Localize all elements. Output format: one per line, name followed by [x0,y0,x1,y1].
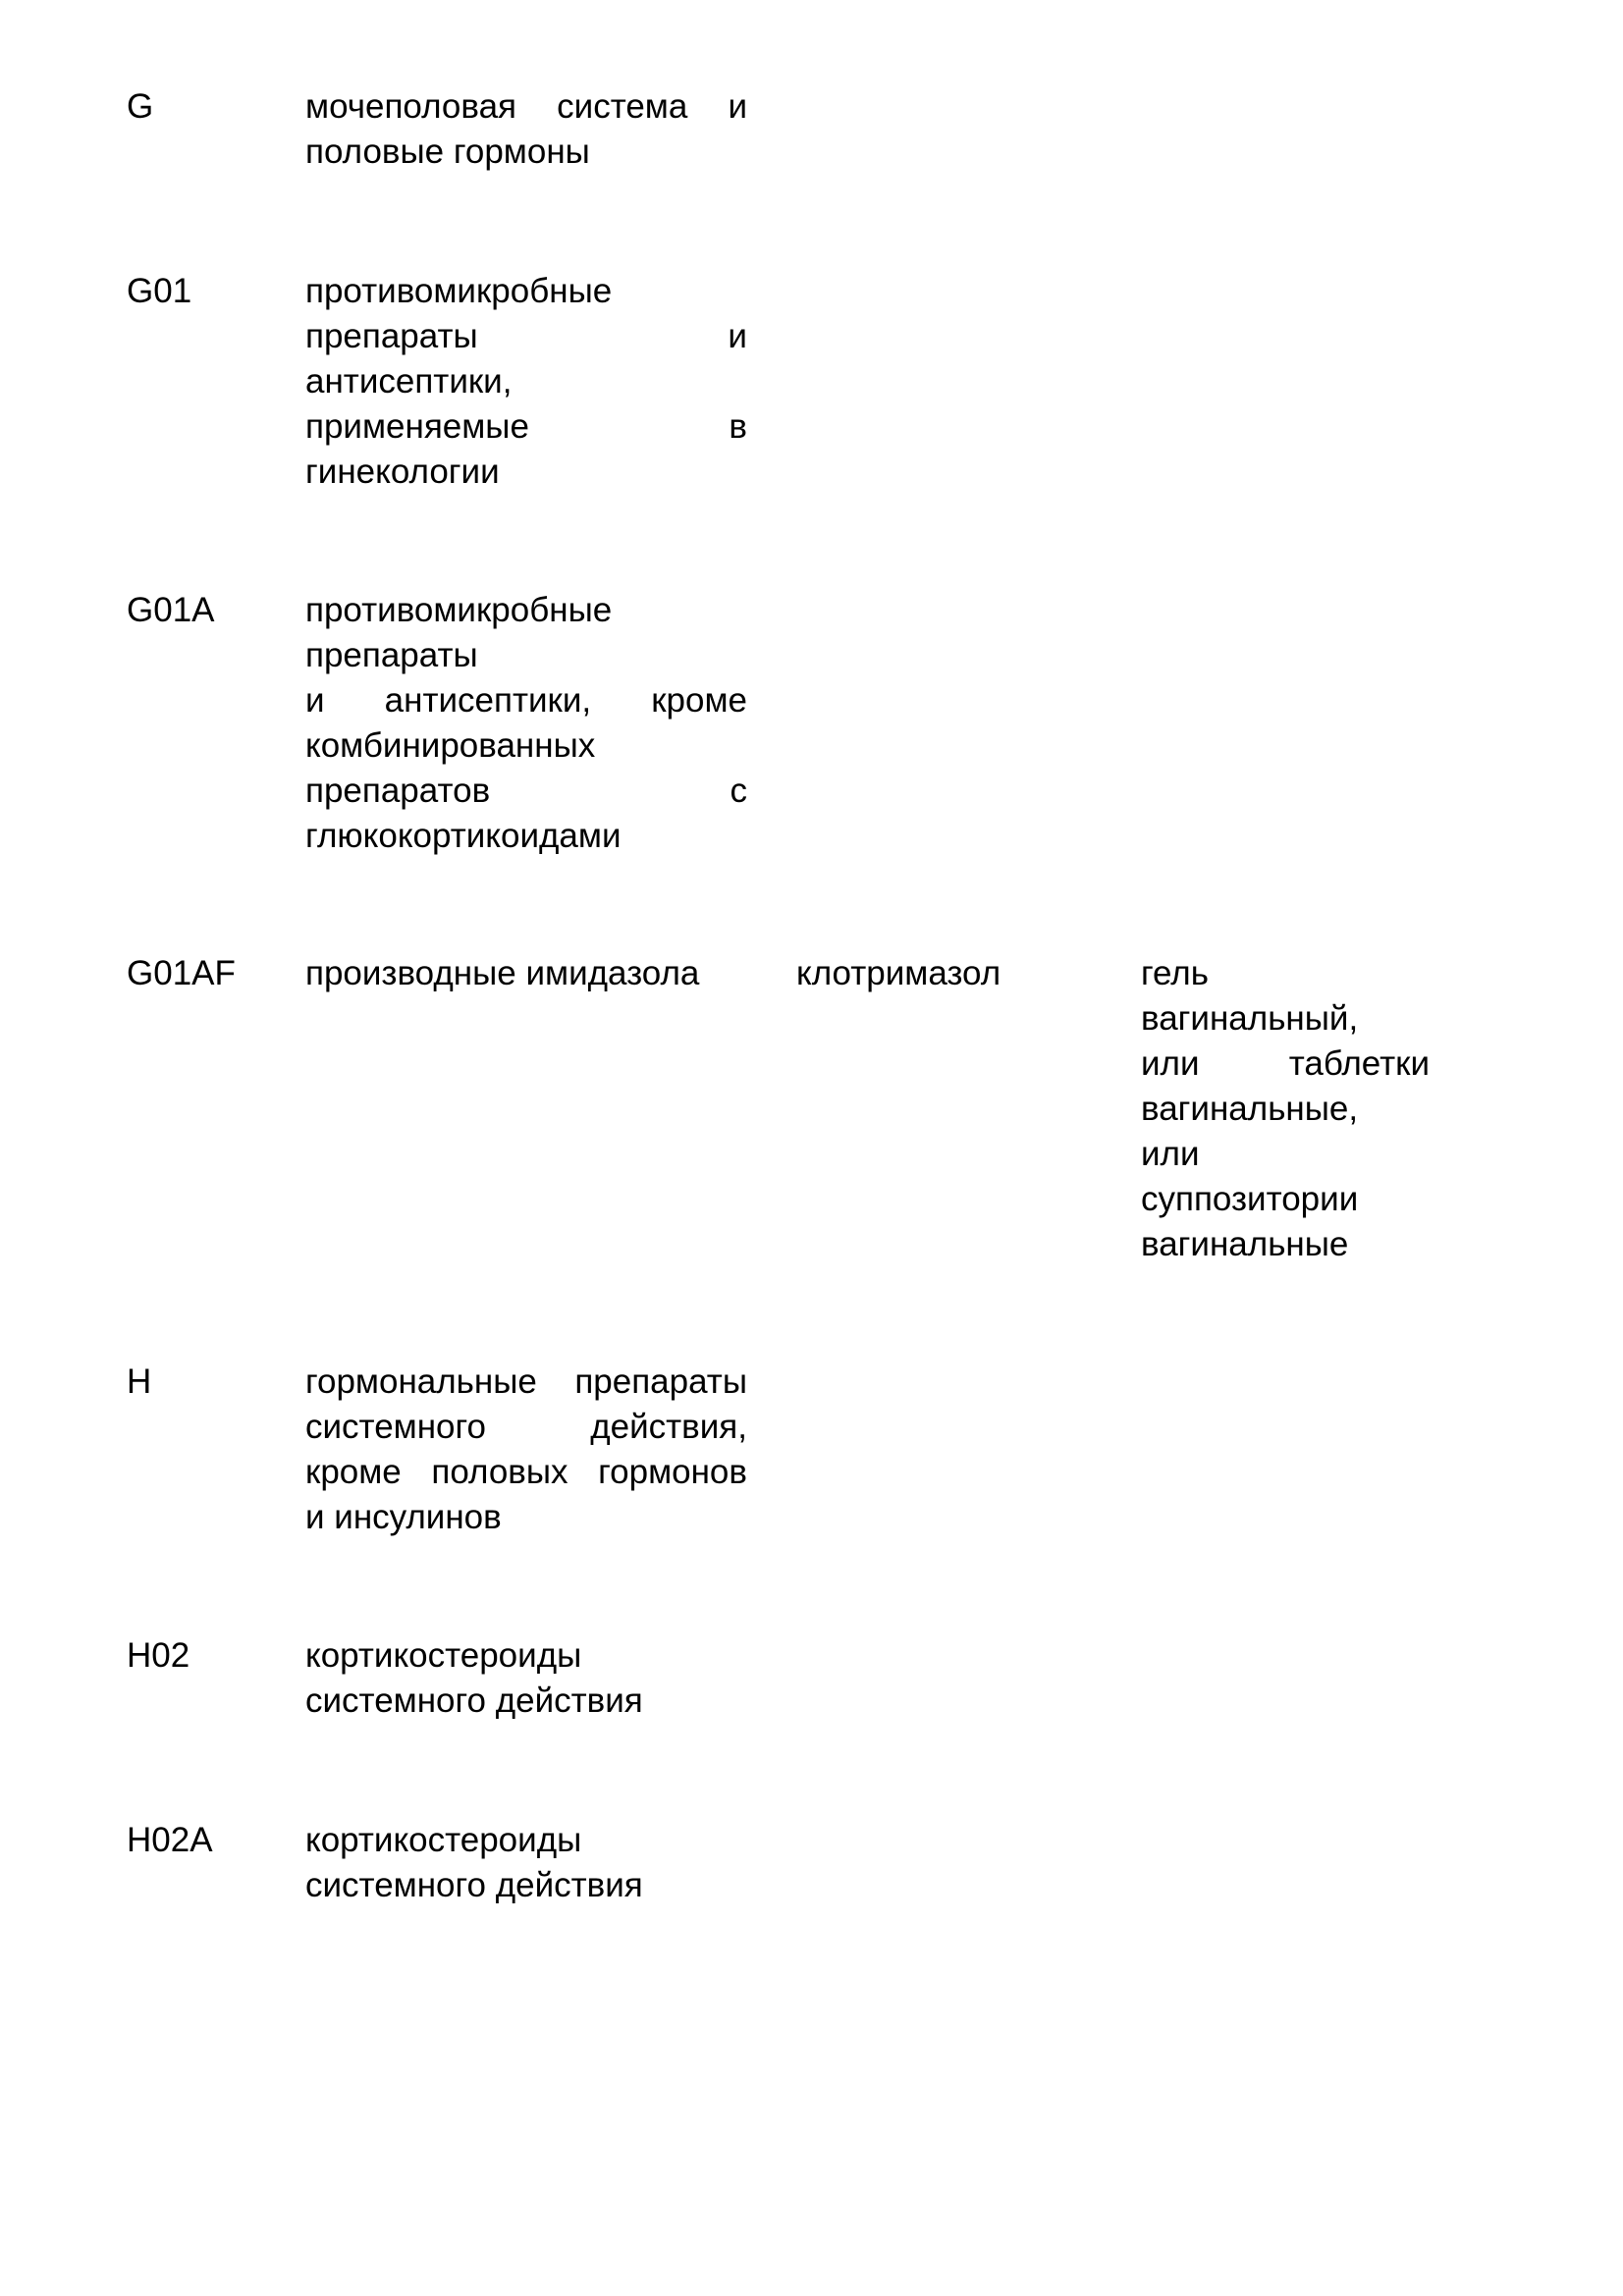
anatomical-group [305,1633,747,1724]
anatomical-group [305,951,747,996]
group-line: противомикробные [305,591,613,629]
group-line: половые гормоны [305,133,590,171]
group-line: противомикробные [305,272,613,310]
group-line: системного действия [305,1866,643,1904]
group-line: применяемые в [305,407,747,446]
atc-code: H02 [127,1636,190,1675]
form-line: вагинальный, [1141,999,1359,1038]
group-line: комбинированных [305,726,596,765]
form-line: вагинальные, [1141,1090,1359,1128]
group-line: системного действия [305,1682,643,1720]
atc-code: H [127,1362,152,1401]
atc-code: G01AF [127,954,236,992]
group-line: кроме половых гормонов [305,1453,747,1491]
atc-code: H02A [127,1821,213,1859]
group-line: антисептики, [305,362,513,400]
anatomical-group [305,588,747,859]
group-line: и антисептики, кроме [305,681,747,720]
atc-code: G [127,87,154,126]
group-line: препараты и [305,317,747,355]
form-line: вагинальные [1141,1225,1349,1263]
group-line: кортикостероиды [305,1636,582,1675]
anatomical-group [305,1360,747,1540]
group-line: гинекологии [305,453,500,491]
atc-code: G01 [127,272,192,310]
group-line: гормональные препараты [305,1362,747,1401]
form-line: суппозитории [1141,1180,1359,1218]
form-line: гель [1141,954,1209,992]
group-line: производные имидазола [305,954,700,992]
group-line: глюкокортикоидами [305,817,622,855]
group-line: и инсулинов [305,1498,502,1536]
dosage-form [1141,951,1430,1267]
form-line: или [1141,1135,1200,1173]
form-line: или таблетки [1141,1044,1430,1083]
anatomical-group [305,84,747,175]
atc-code: G01A [127,591,215,629]
group-line: препараты [305,636,478,674]
group-line: кортикостероиды [305,1821,582,1859]
anatomical-group [305,269,747,495]
substance-name: клотримазол [796,954,1001,992]
group-line: препаратов с [305,772,747,810]
group-line: системного действия, [305,1408,747,1446]
group-line: мочеполовая система и [305,87,747,126]
anatomical-group [305,1818,747,1908]
